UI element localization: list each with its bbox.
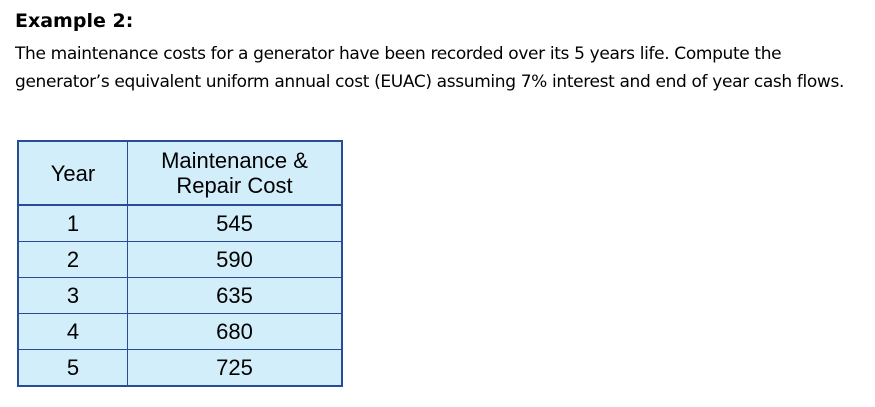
cost-cell: 545 [128, 205, 343, 242]
cost-cell: 635 [128, 278, 343, 314]
cost-header-line-1: Maintenance & [161, 148, 308, 173]
maintenance-cost-table [17, 140, 343, 387]
year-cell: 5 [18, 350, 128, 387]
cost-cell: 590 [128, 242, 343, 278]
year-column-header [18, 141, 128, 205]
cost-header-line-2: Repair Cost [176, 173, 293, 198]
table-row [18, 314, 342, 350]
cost-cell: 680 [128, 314, 343, 350]
table-row [18, 242, 342, 278]
table-header-row [18, 141, 342, 205]
year-header-label: Year [50, 160, 96, 186]
table-row [18, 205, 342, 242]
table-row [18, 350, 342, 387]
cost-column-header [128, 141, 343, 205]
cost-cell: 725 [128, 350, 343, 387]
year-cell: 3 [18, 278, 128, 314]
year-cell: 1 [18, 205, 128, 242]
problem-statement: The maintenance costs for a generator have been recorded over its 5 years life. Compute the generator’s equivalent uniform annual cost (EUAC) assuming 7% interest and end of year cash flows. [15, 44, 845, 92]
year-cell: 2 [18, 242, 128, 278]
year-cell: 4 [18, 314, 128, 350]
table-row [18, 278, 342, 314]
example-heading: Example 2: [15, 10, 134, 32]
